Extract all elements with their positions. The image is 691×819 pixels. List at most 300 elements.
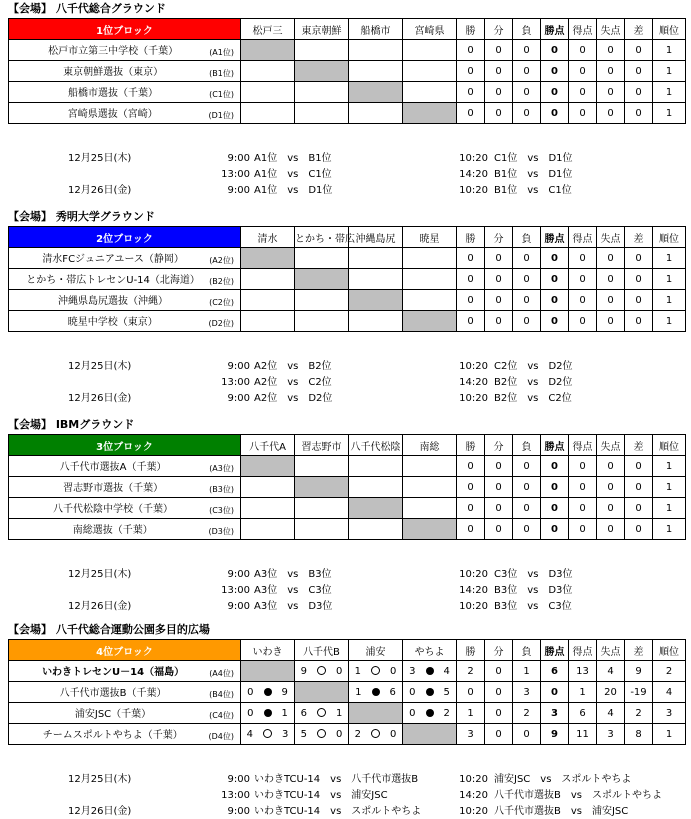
team-name: 清水FCジュニアユース (42, 254, 144, 265)
team-name: 沖縄県島尻選抜 (58, 296, 129, 307)
match-result-cell (349, 311, 403, 332)
match-result-cell (241, 477, 295, 498)
stat-cell: 0 (625, 311, 653, 332)
stat-cell: 0 (569, 248, 597, 269)
block-label: 3位ブロック (9, 435, 241, 456)
kickoff-time: 13:00 (221, 585, 250, 596)
match-result-cell (241, 498, 295, 519)
stat-cell: 0 (541, 519, 569, 540)
score-opp: 4 (443, 665, 450, 677)
stat-header-diff: 差 (625, 435, 653, 456)
stat-cell: 11 (569, 724, 597, 745)
stat-cell: 3 (541, 703, 569, 724)
block-label: 1位ブロック (9, 19, 241, 40)
match-result-cell (295, 682, 349, 703)
team-cell (9, 661, 241, 682)
match-pairing: A3位 vs D3位 (254, 601, 333, 612)
stat-cell: 0 (569, 82, 597, 103)
stat-cell: 0 (485, 82, 513, 103)
team-seed: (B3位) (209, 485, 234, 494)
stat-header-win: 勝 (457, 227, 485, 248)
match-pairing: 八千代市選抜B vs スポルトやちよ (494, 790, 662, 801)
stat-cell: 1 (653, 82, 686, 103)
match-result-cell (349, 519, 403, 540)
match-pairing: A1位 vs D1位 (254, 185, 333, 196)
kickoff-time: 10:20 (459, 185, 488, 196)
kickoff-time: 10:20 (459, 774, 488, 785)
stat-header-points: 勝点 (541, 640, 569, 661)
match-result-cell (295, 456, 349, 477)
stat-cell: 0 (569, 61, 597, 82)
stat-cell: 0 (597, 248, 625, 269)
stat-header-lose: 負 (513, 640, 541, 661)
stat-header-ga: 失点 (597, 227, 625, 248)
match-result-cell (403, 661, 457, 682)
team-pref: （千葉） (123, 483, 164, 494)
score-opp: 0 (336, 665, 343, 677)
stat-cell: 0 (597, 40, 625, 61)
match-result-cell (403, 61, 457, 82)
stat-cell: 0 (485, 498, 513, 519)
stat-cell: 0 (485, 269, 513, 290)
stat-cell: 1 (653, 477, 686, 498)
kickoff-time: 9:00 (227, 185, 250, 196)
team-name: チームスポルトやちよ (42, 730, 143, 741)
match-result-cell (241, 724, 295, 745)
stat-cell: 0 (457, 269, 485, 290)
stat-cell: 1 (653, 103, 686, 124)
stat-cell: 0 (569, 290, 597, 311)
stat-header-points: 勝点 (541, 19, 569, 40)
stat-cell: 0 (625, 498, 653, 519)
team-pref: （千葉） (142, 730, 183, 741)
stat-cell: 0 (541, 269, 569, 290)
venue-title: 【会場】 秀明大学グラウンド (8, 210, 155, 223)
standings-table (8, 434, 686, 540)
team-name: 暁星中学校 (67, 317, 118, 328)
score-own: 5 (300, 728, 307, 740)
team-name: 八千代市選抜B (59, 688, 127, 699)
stat-cell: 1 (653, 724, 686, 745)
match-result-cell (241, 61, 295, 82)
kickoff-time: 9:00 (227, 393, 250, 404)
match-result-cell (349, 82, 403, 103)
standings-table (8, 639, 686, 745)
table-row (9, 498, 686, 519)
loss-mark-icon (371, 666, 380, 675)
match-result-cell (403, 311, 457, 332)
match-pairing: B2位 vs D2位 (494, 377, 573, 388)
stat-cell: 0 (597, 269, 625, 290)
schedule-row (8, 584, 685, 598)
opponent-header: 東京朝鮮 (295, 19, 349, 40)
schedule-row (8, 360, 685, 374)
match-result-cell (295, 661, 349, 682)
match-result-cell (349, 703, 403, 724)
opponent-header: 清水 (241, 227, 295, 248)
schedule-row (8, 184, 685, 198)
stat-cell: 0 (485, 103, 513, 124)
stat-cell: 2 (457, 661, 485, 682)
table-row (9, 248, 686, 269)
match-result-cell (349, 477, 403, 498)
stat-cell: 0 (597, 456, 625, 477)
opponent-header: やちよ (403, 640, 457, 661)
team-name: 習志野市選抜 (63, 483, 124, 494)
stat-header-gf: 得点 (569, 640, 597, 661)
team-cell (9, 82, 241, 103)
team-seed: (B1位) (209, 69, 234, 78)
stat-cell: 6 (569, 703, 597, 724)
stat-cell: 2 (653, 661, 686, 682)
stat-cell: 1 (653, 498, 686, 519)
stat-cell: 0 (457, 82, 485, 103)
stat-cell: 0 (485, 519, 513, 540)
stat-cell: 0 (541, 103, 569, 124)
stat-cell: 0 (625, 477, 653, 498)
stat-cell: 20 (597, 682, 625, 703)
loss-mark-icon (263, 729, 272, 738)
stat-cell: 0 (513, 40, 541, 61)
stat-cell: 3 (457, 724, 485, 745)
team-pref: （沖縄） (128, 296, 169, 307)
match-result-cell (241, 248, 295, 269)
score-own: 0 (409, 707, 416, 719)
stat-header-lose: 負 (513, 19, 541, 40)
stat-cell: 1 (513, 661, 541, 682)
stat-cell: 0 (625, 456, 653, 477)
match-result-cell (295, 311, 349, 332)
stat-cell: 4 (597, 661, 625, 682)
stat-cell: 0 (485, 456, 513, 477)
stat-header-gf: 得点 (569, 227, 597, 248)
stat-cell: 0 (513, 456, 541, 477)
table-header-row (9, 435, 686, 456)
stat-cell: 0 (597, 290, 625, 311)
stat-cell: 0 (457, 290, 485, 311)
match-pairing: A2位 vs C2位 (254, 377, 332, 388)
stat-cell: 0 (625, 61, 653, 82)
kickoff-time: 10:20 (459, 569, 488, 580)
stat-cell: 0 (485, 703, 513, 724)
score-opp: 1 (336, 707, 343, 719)
schedule-date: 12月26日(金) (68, 601, 132, 612)
stat-cell: 0 (485, 477, 513, 498)
match-result-cell (241, 661, 295, 682)
stat-cell: 9 (541, 724, 569, 745)
match-result-cell (349, 456, 403, 477)
team-seed: (A1位) (209, 48, 234, 57)
stat-cell: 0 (513, 290, 541, 311)
team-pref: （千葉） (126, 462, 167, 473)
stat-cell: 0 (541, 248, 569, 269)
block-label: 4位ブロック (9, 640, 241, 661)
score-opp: 0 (390, 665, 397, 677)
match-result-cell (403, 477, 457, 498)
match-pairing: A2位 vs D2位 (254, 393, 333, 404)
match-pairing: C2位 vs D2位 (494, 361, 573, 372)
stat-header-win: 勝 (457, 435, 485, 456)
team-seed: (D1位) (208, 111, 234, 120)
stat-cell: 0 (485, 248, 513, 269)
team-pref: （宮崎） (117, 109, 158, 120)
table-row (9, 290, 686, 311)
match-result-cell (403, 290, 457, 311)
schedule-date: 12月25日(木) (68, 153, 132, 164)
stat-cell: 0 (569, 103, 597, 124)
schedule-row (8, 568, 685, 582)
opponent-header: 暁星 (403, 227, 457, 248)
schedule-date: 12月25日(木) (68, 569, 132, 580)
match-result-cell (403, 248, 457, 269)
win-mark-icon (426, 709, 434, 717)
match-result-cell (349, 724, 403, 745)
stat-cell: 2 (513, 703, 541, 724)
team-pref: （福島） (144, 667, 185, 678)
match-result-cell (403, 682, 457, 703)
stat-header-diff: 差 (625, 19, 653, 40)
stat-cell: 13 (569, 661, 597, 682)
kickoff-time: 13:00 (221, 169, 250, 180)
match-pairing: B2位 vs C2位 (494, 393, 572, 404)
kickoff-time: 9:00 (227, 153, 250, 164)
team-seed: (C3位) (209, 506, 234, 515)
score-opp: 9 (281, 686, 288, 698)
team-cell (9, 290, 241, 311)
match-pairing: B1位 vs C1位 (494, 185, 572, 196)
team-pref: （東京） (117, 317, 158, 328)
match-pairing: B3位 vs C3位 (494, 601, 572, 612)
stat-cell: 0 (569, 269, 597, 290)
match-result-cell (403, 82, 457, 103)
team-pref: （千葉） (112, 525, 153, 536)
stat-cell: 0 (513, 269, 541, 290)
stat-cell: 0 (513, 498, 541, 519)
stat-header-win: 勝 (457, 19, 485, 40)
stat-cell: 9 (625, 661, 653, 682)
score-own: 4 (246, 728, 253, 740)
stat-cell: 0 (597, 82, 625, 103)
stat-header-ga: 失点 (597, 435, 625, 456)
schedule-row (8, 376, 685, 390)
stat-cell: 4 (597, 703, 625, 724)
win-mark-icon (264, 709, 272, 717)
stat-cell: 4 (653, 682, 686, 703)
stat-header-draw: 分 (485, 435, 513, 456)
table-row (9, 103, 686, 124)
kickoff-time: 10:20 (459, 806, 488, 817)
stat-cell: 0 (457, 477, 485, 498)
stat-cell: 0 (597, 477, 625, 498)
match-result-cell (403, 498, 457, 519)
team-cell (9, 61, 241, 82)
stat-cell: 0 (541, 477, 569, 498)
team-cell (9, 269, 241, 290)
stat-header-rank: 順位 (653, 19, 686, 40)
match-pairing: A1位 vs C1位 (254, 169, 332, 180)
team-cell (9, 103, 241, 124)
stat-cell: 0 (457, 498, 485, 519)
stat-header-diff: 差 (625, 640, 653, 661)
stat-cell: 0 (485, 61, 513, 82)
match-result-cell (241, 519, 295, 540)
stat-cell: 0 (485, 40, 513, 61)
match-result-cell (241, 456, 295, 477)
schedule-date: 12月26日(金) (68, 185, 132, 196)
stat-cell: 0 (597, 103, 625, 124)
stat-cell: 0 (541, 61, 569, 82)
stat-cell: 3 (653, 703, 686, 724)
match-result-cell (403, 703, 457, 724)
score-opp: 0 (336, 728, 343, 740)
schedule-date: 12月26日(金) (68, 806, 132, 817)
match-result-cell (241, 40, 295, 61)
match-result-cell (403, 40, 457, 61)
schedule-date: 12月25日(木) (68, 361, 132, 372)
win-mark-icon (264, 688, 272, 696)
match-result-cell (349, 290, 403, 311)
stat-cell: 0 (569, 519, 597, 540)
match-result-cell (241, 703, 295, 724)
stat-header-draw: 分 (485, 227, 513, 248)
score-opp: 5 (443, 686, 450, 698)
team-cell (9, 456, 241, 477)
score-own: 0 (247, 686, 254, 698)
team-seed: (A3位) (209, 464, 234, 473)
match-result-cell (295, 103, 349, 124)
stat-cell: 0 (625, 269, 653, 290)
team-name: 松戸市立第三中学校 (48, 46, 139, 57)
match-result-cell (241, 682, 295, 703)
match-pairing: B1位 vs D1位 (494, 169, 573, 180)
kickoff-time: 10:20 (459, 601, 488, 612)
match-result-cell (349, 103, 403, 124)
stat-cell: 0 (513, 82, 541, 103)
stat-header-points: 勝点 (541, 435, 569, 456)
team-seed: (D3位) (208, 527, 234, 536)
opponent-header: いわき (241, 640, 295, 661)
stat-cell: 0 (569, 477, 597, 498)
opponent-header: 習志野市 (295, 435, 349, 456)
kickoff-time: 14:20 (459, 790, 488, 801)
kickoff-time: 13:00 (221, 790, 250, 801)
schedule-row (8, 805, 685, 819)
stat-cell: 8 (625, 724, 653, 745)
standings-table (8, 18, 686, 124)
stat-cell: 0 (457, 519, 485, 540)
match-result-cell (403, 519, 457, 540)
score-own: 0 (409, 686, 416, 698)
stat-cell: 0 (485, 661, 513, 682)
match-result-cell (295, 498, 349, 519)
table-header-row (9, 227, 686, 248)
stat-cell: 1 (457, 703, 485, 724)
stat-cell: 1 (653, 311, 686, 332)
stat-header-diff: 差 (625, 227, 653, 248)
kickoff-time: 9:00 (227, 774, 250, 785)
schedule-row (8, 152, 685, 166)
team-pref: （千葉） (111, 709, 152, 720)
stat-cell: 0 (541, 682, 569, 703)
stat-header-gf: 得点 (569, 435, 597, 456)
stat-cell: 0 (569, 498, 597, 519)
opponent-header: とかち・帯広 (295, 227, 349, 248)
stat-cell: 0 (569, 456, 597, 477)
team-pref: （静岡） (143, 254, 184, 265)
table-row (9, 82, 686, 103)
schedule-row (8, 392, 685, 406)
loss-mark-icon (317, 708, 326, 717)
stat-cell: 0 (485, 311, 513, 332)
match-pairing: A2位 vs B2位 (254, 361, 332, 372)
match-result-cell (403, 456, 457, 477)
team-cell (9, 248, 241, 269)
stat-cell: 0 (625, 290, 653, 311)
kickoff-time: 9:00 (227, 806, 250, 817)
table-row (9, 724, 686, 745)
table-row (9, 703, 686, 724)
team-seed: (B4位) (209, 690, 234, 699)
match-result-cell (295, 519, 349, 540)
team-pref: （千葉） (118, 88, 159, 99)
kickoff-time: 10:20 (459, 393, 488, 404)
kickoff-time: 9:00 (227, 569, 250, 580)
stat-cell: 0 (485, 682, 513, 703)
stat-cell: 2 (625, 703, 653, 724)
stat-cell: 0 (625, 248, 653, 269)
team-seed: (D2位) (208, 319, 234, 328)
schedule-row (8, 789, 685, 803)
score-opp: 2 (443, 707, 450, 719)
team-seed: (C2位) (209, 298, 234, 307)
stat-cell: 0 (513, 724, 541, 745)
match-result-cell (295, 248, 349, 269)
match-pairing: A1位 vs B1位 (254, 153, 332, 164)
stat-cell: 0 (541, 498, 569, 519)
stat-cell: 0 (513, 477, 541, 498)
block-label: 2位ブロック (9, 227, 241, 248)
match-result-cell (295, 477, 349, 498)
score-own: 3 (409, 665, 416, 677)
stat-cell: 0 (625, 519, 653, 540)
team-name: いわきトレセンU－14 (42, 667, 145, 678)
stat-header-draw: 分 (485, 19, 513, 40)
schedule-date: 12月26日(金) (68, 393, 132, 404)
stat-cell: 0 (597, 519, 625, 540)
table-row (9, 269, 686, 290)
stat-header-draw: 分 (485, 640, 513, 661)
team-seed: (D4位) (208, 732, 234, 741)
kickoff-time: 10:20 (459, 361, 488, 372)
schedule-date: 12月25日(木) (68, 774, 132, 785)
stat-header-lose: 負 (513, 435, 541, 456)
team-pref: （東京） (123, 67, 164, 78)
stat-cell: 0 (625, 103, 653, 124)
table-row (9, 682, 686, 703)
stat-cell: 1 (653, 61, 686, 82)
opponent-header: 南総 (403, 435, 457, 456)
team-cell (9, 40, 241, 61)
match-result-cell (295, 703, 349, 724)
stat-cell: 0 (457, 311, 485, 332)
stat-cell: 3 (513, 682, 541, 703)
opponent-header: 八千代B (295, 640, 349, 661)
opponent-header: 八千代A (241, 435, 295, 456)
match-result-cell (295, 40, 349, 61)
match-pairing: いわきTCU-14 vs 八千代市選抜B (254, 774, 419, 785)
team-pref: （千葉） (138, 46, 179, 57)
kickoff-time: 14:20 (459, 585, 488, 596)
